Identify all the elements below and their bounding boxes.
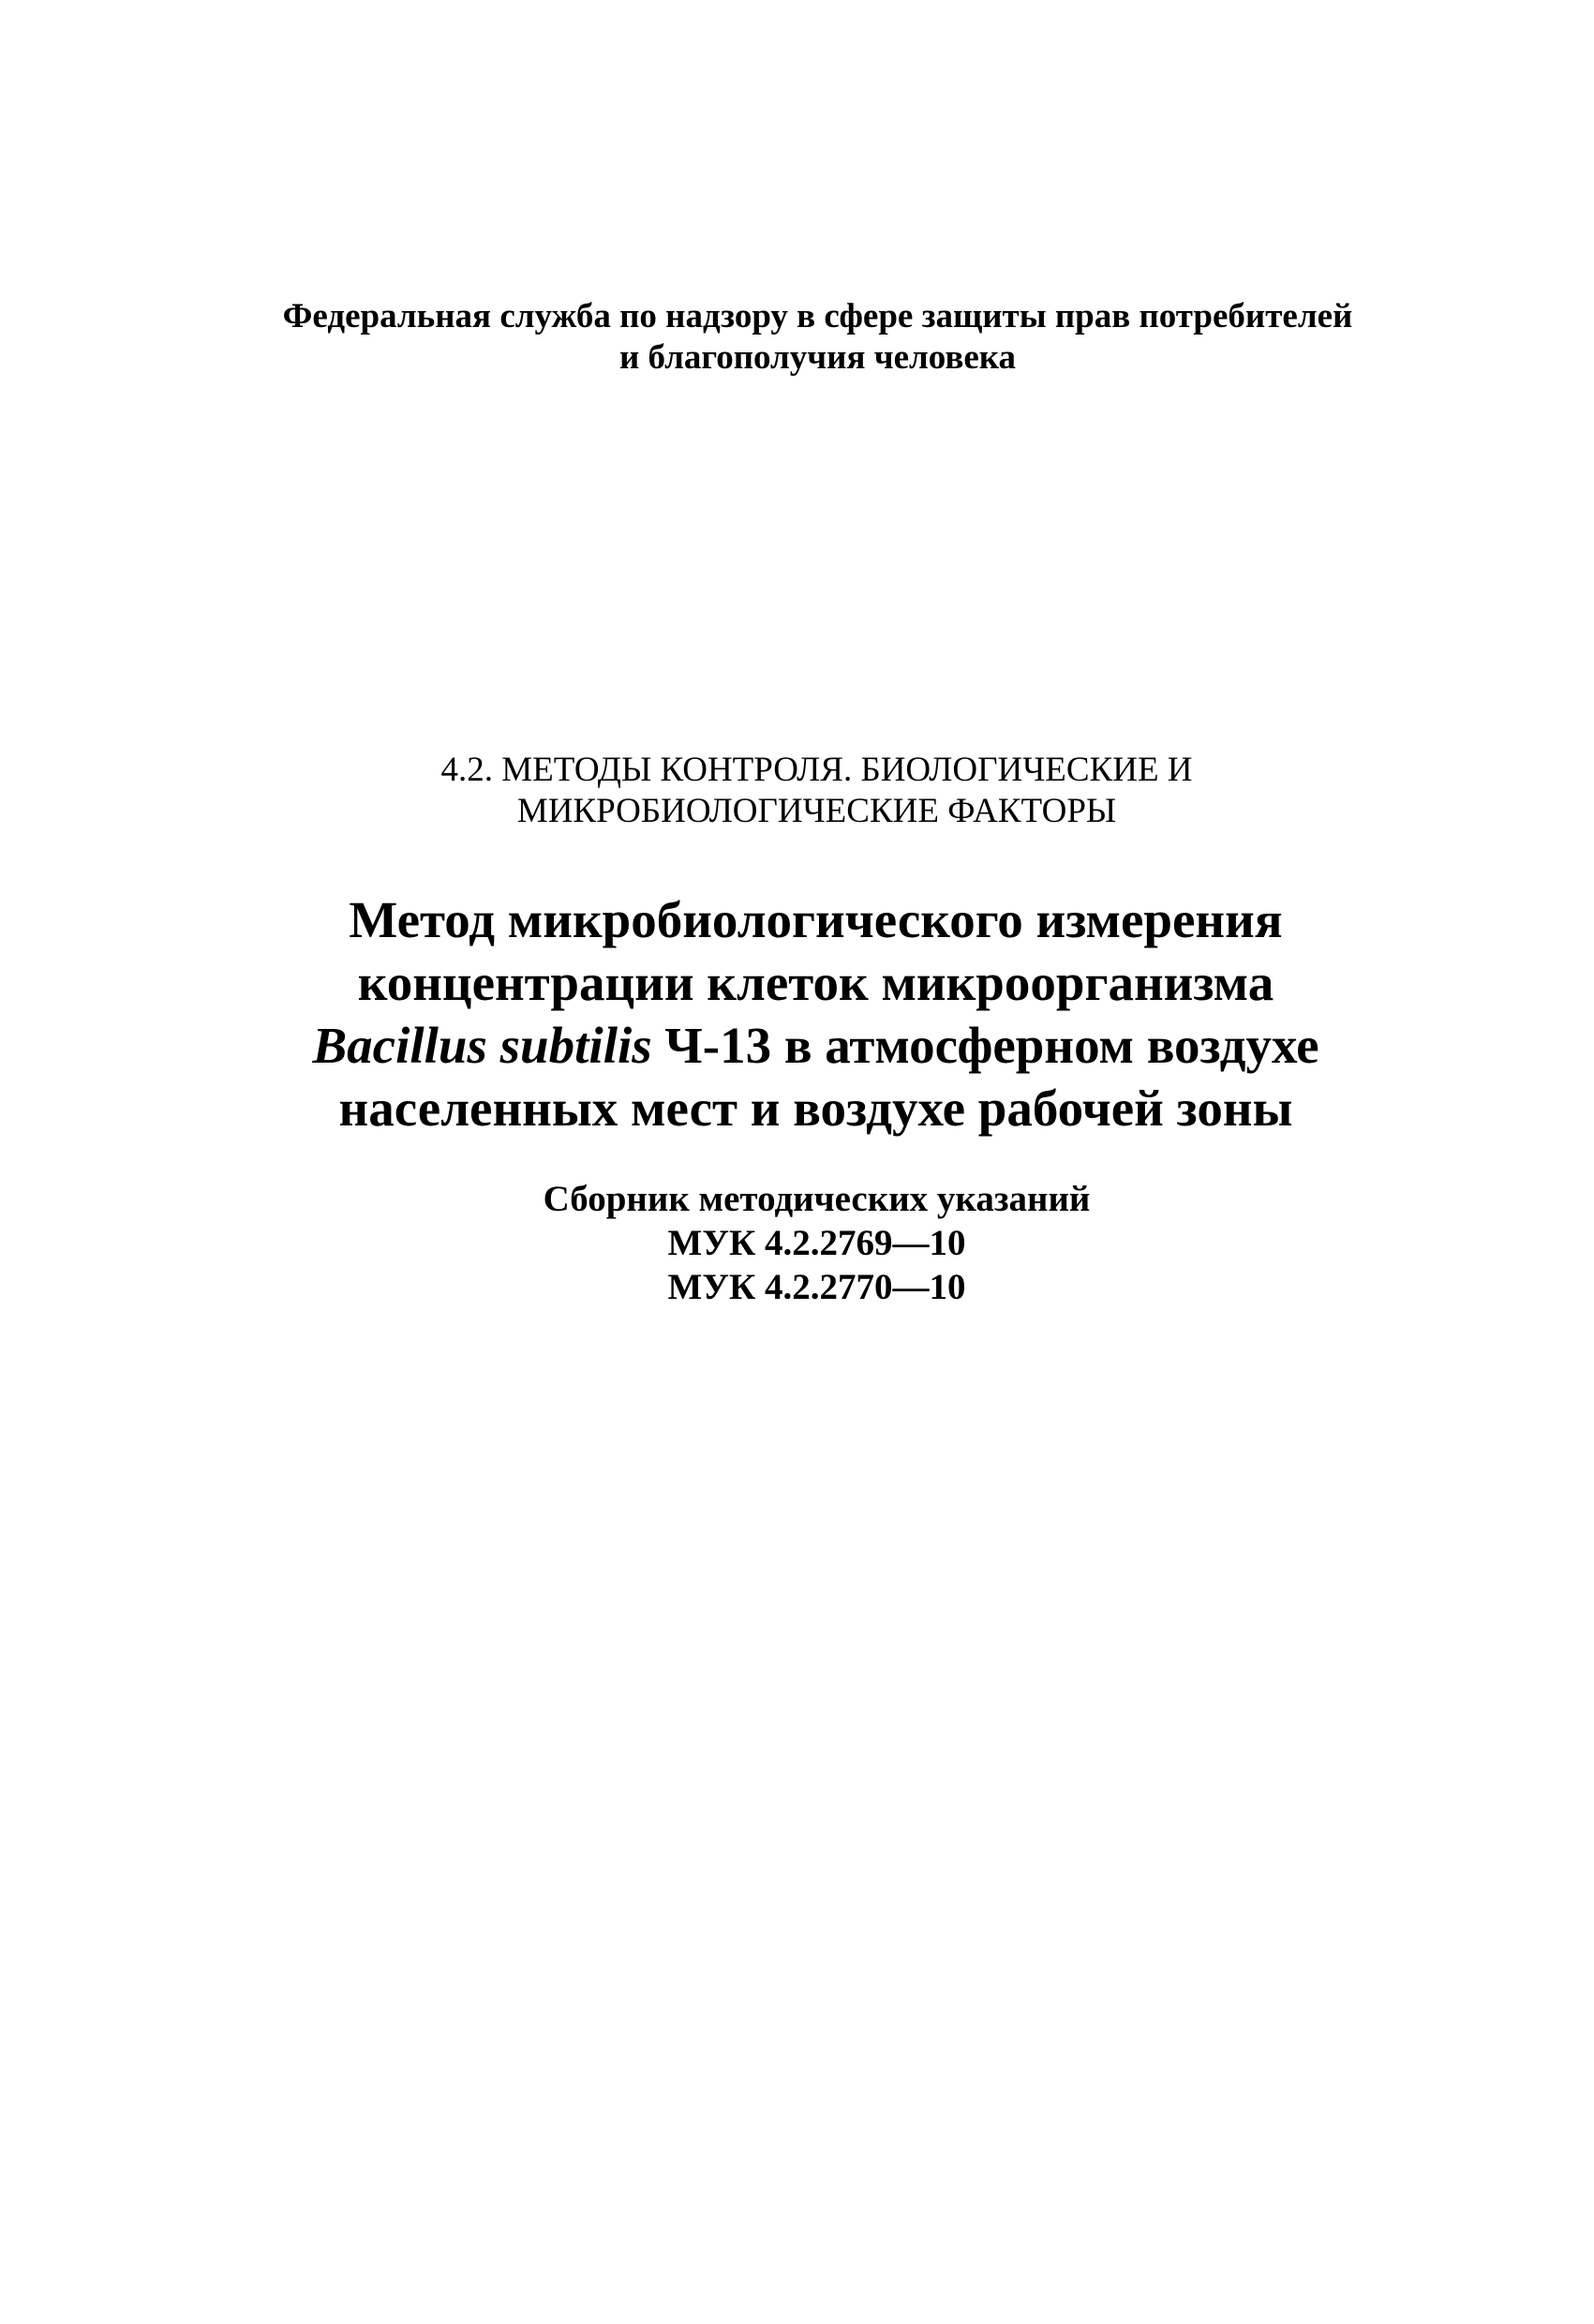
agency-header [0,296,1594,379]
title-line-3 [37,1014,1594,1077]
document-title [0,888,1594,1140]
document-code-2: МУК 4.2.2770—10 [667,1267,966,1307]
title-line-4: населенных мест и воздухе рабочей зоны [338,1080,1293,1137]
title-line-2: концентрации клеток микроорганизма [357,954,1274,1011]
section-line-1: 4.2. МЕТОДЫ КОНТРОЛЯ. БИОЛОГИЧЕСКИЕ И [440,751,1193,789]
agency-line-2: и благополучия человека [618,338,1017,377]
species-name: Bacillus subtilis [312,1017,652,1074]
title-line-3-rest: Ч-13 в атмосферном воздухе [651,1017,1319,1074]
agency-line-1: Федеральная служба по надзору в сфере защиты прав потребителей [282,297,1353,335]
document-code-1: МУК 4.2.2769—10 [667,1223,966,1263]
collection-info [0,1177,1594,1309]
title-line-1: Метод микробиологического измерения [349,891,1283,948]
collection-label: Сборник методических указаний [543,1179,1091,1219]
section-line-2: МИКРОБИОЛОГИЧЕСКИЕ ФАКТОРЫ [516,792,1117,830]
section-heading [0,750,1594,832]
